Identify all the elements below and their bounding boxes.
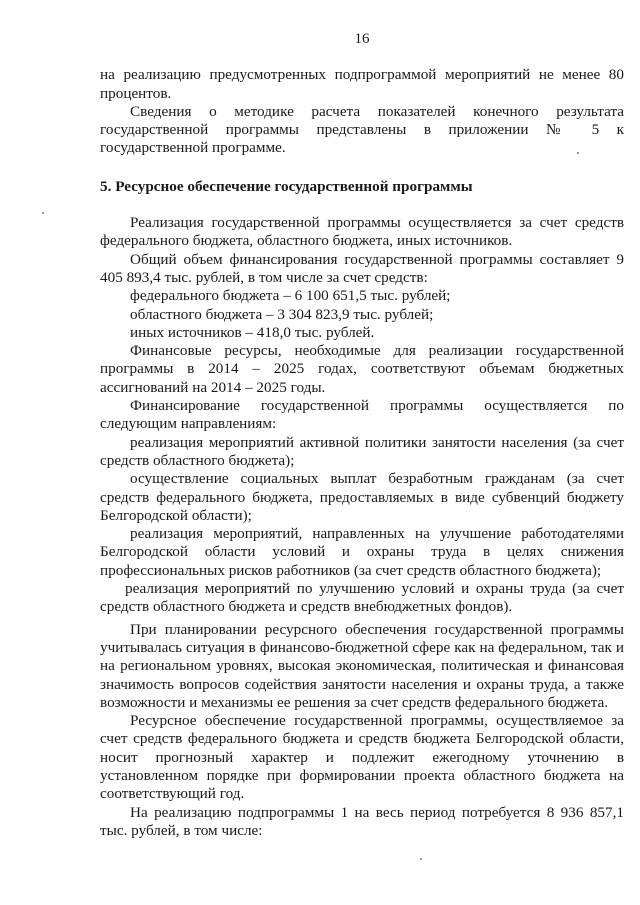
paragraph-direction-labor-safety: реализация мероприятий по улучшению условий и охраны труда (за счет средств областного бюджета и средств внебюджетных фондов). xyxy=(100,580,624,616)
paragraph-directions-intro: Финансирование государственной программы осуществляется по следующим направлениям: xyxy=(100,397,624,433)
scan-speck xyxy=(420,858,422,860)
page-number: 16 xyxy=(354,31,370,47)
paragraph-other-amount: иных источников – 418,0 тыс. рублей. xyxy=(130,323,375,341)
paragraph-total-volume: Общий объем финансирования государственной программы составляет 9 405 893,4 тыс. рублей, в том числе за счет средств: xyxy=(100,250,624,286)
paragraph-subprogram-1: На реализацию подпрограммы 1 на весь период потребуется 8 936 857,1 тыс. рублей, в том числе: xyxy=(100,803,624,839)
paragraph-direction-employers: реализация мероприятий, направленных на улучшение работодателями Белгородской области условий и охраны труда в целях снижения профессиональных рисков работников (за счет средств областного бюджета); xyxy=(100,525,624,579)
paragraph-direction-employment: реализация мероприятий активной политики занятости населения (за счет средств областного бюджета); xyxy=(100,433,624,469)
section-heading: 5. Ресурсное обеспечение государственной программы xyxy=(100,177,473,195)
paragraph-regional-amount: областного бюджета – 3 304 823,9 тыс. рублей; xyxy=(130,305,434,323)
paragraph-funding-sources: Реализация государственной программы осуществляется за счет средств федерального бюджета, областного бюджета, иных источников. xyxy=(100,214,624,250)
paragraph-resource-provision: Ресурсное обеспечение государственной программы, осуществляемое за счет средств федерального бюджета и средств бюджета Белгородской области, носит прогнозный характер и подлежит ежегодному уточнению в установленном порядке при формировании проекта областного бюджета на соответствующий год. xyxy=(100,712,624,803)
paragraph-financial-resources: Финансовые ресурсы, необходимые для реализации государственной программы в 2014 – 2025 годах, соответствуют объемам бюджетных ассигнований на 2014 – 2025 годы. xyxy=(100,342,624,396)
paragraph-subprogram-share: на реализацию предусмотренных подпрограммой мероприятий не менее 80 процентов. xyxy=(100,66,624,102)
paragraph-direction-benefits: осуществление социальных выплат безработным гражданам (за счет средств федерального бюджета, предоставляемых в виде субвенций бюджету Белгородской области); xyxy=(100,470,624,524)
scan-speck xyxy=(42,212,44,214)
paragraph-methodology: Сведения о методике расчета показателей конечного результата государственной программы представлены в приложении № 5 к государственной программе. xyxy=(100,102,624,157)
scan-speck xyxy=(577,152,579,154)
document-page xyxy=(100,30,624,840)
paragraph-federal-amount: федерального бюджета – 6 100 651,5 тыс. рублей; xyxy=(130,287,451,305)
paragraph-planning: При планировании ресурсного обеспечения государственной программы учитывалась ситуация в финансово-бюджетной сфере как на федеральном, так и на региональном уровнях, высокая экономическая, политическая и финансовая значимость вопросов содействия занятости населения и охраны труда, а также возможности и механизмы ее решения за счет средств федерального бюджета. xyxy=(100,620,624,711)
